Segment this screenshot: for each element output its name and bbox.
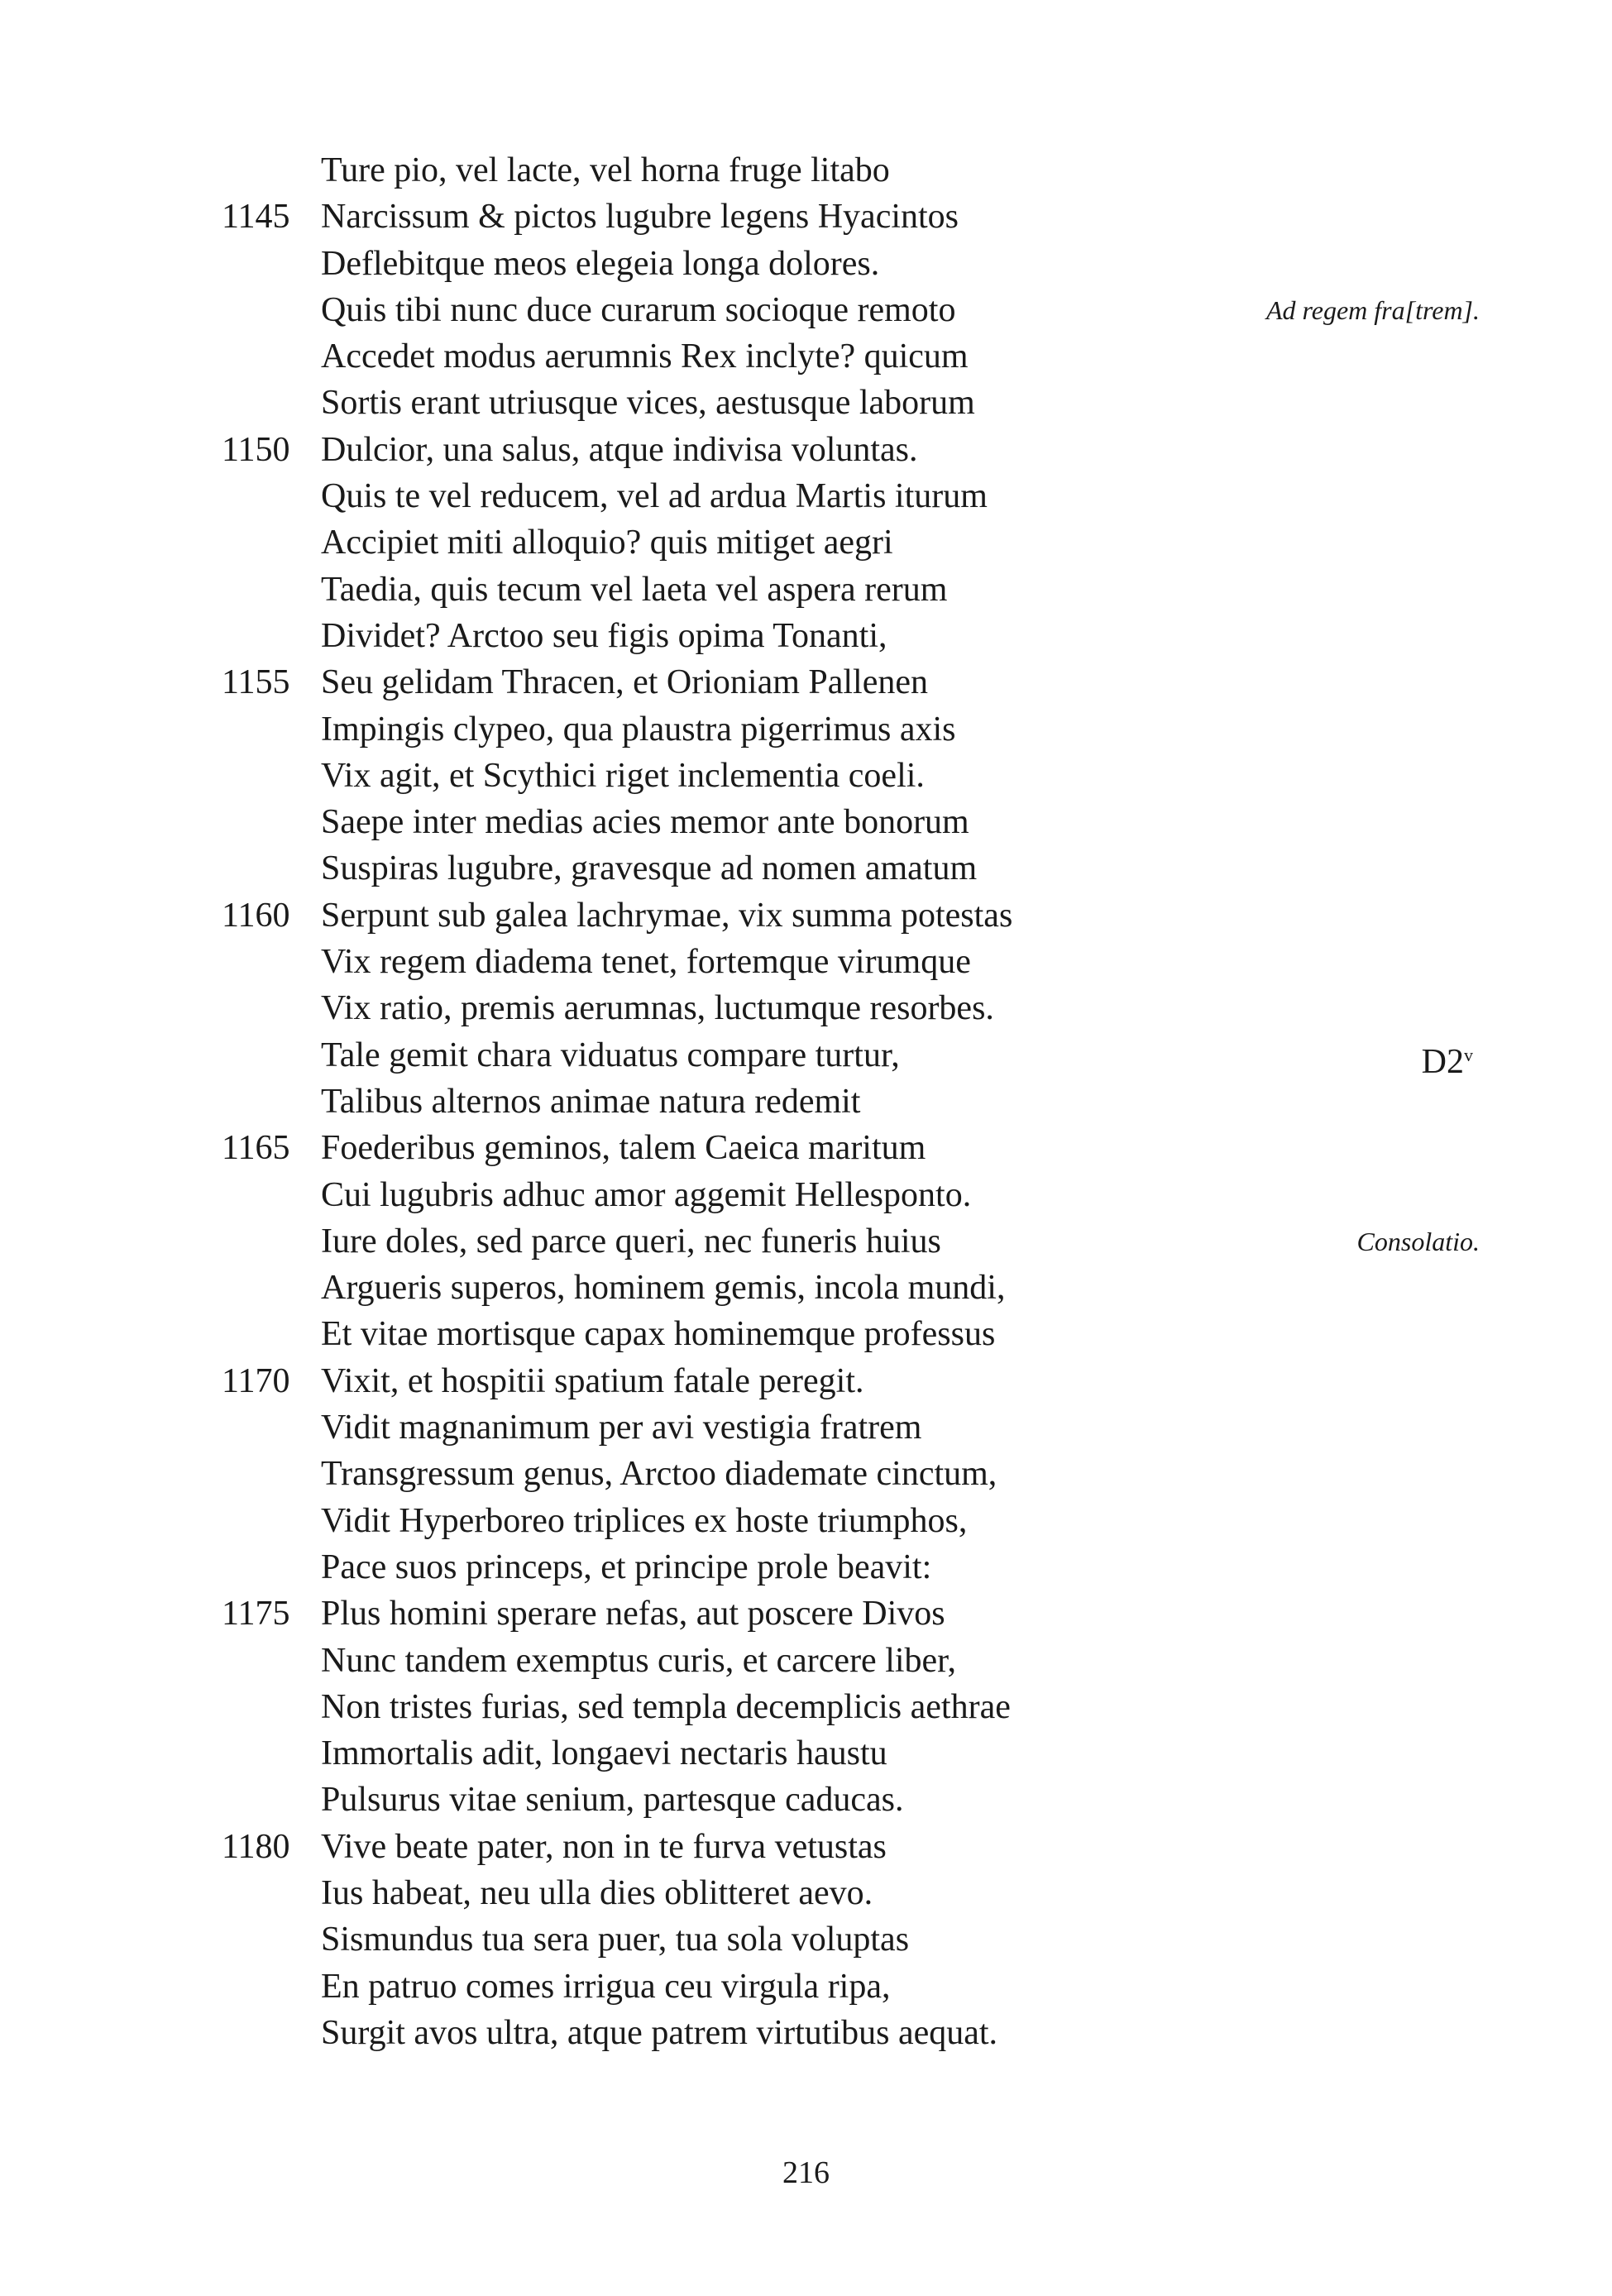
verse-line xyxy=(0,1404,1612,1451)
line-number: 1150 xyxy=(222,430,290,469)
verse-text: Cui lugubris adhuc amor aggemit Hellesponto. xyxy=(321,1175,972,1214)
verse-text: Ius habeat, neu ulla dies oblitteret aevo. xyxy=(321,1873,873,1912)
verse-line xyxy=(0,1777,1612,1823)
verse-text: Vix regem diadema tenet, fortemque virumque xyxy=(321,943,971,982)
verse-text: Suspiras lugubre, gravesque ad nomen amatum xyxy=(321,849,978,888)
signature-mark xyxy=(1422,1032,1473,1085)
verse-line xyxy=(0,1544,1612,1590)
verse-text: Vidit Hyperboreo triplices ex hoste triumphos, xyxy=(321,1501,968,1540)
marginal-note: Consolatio. xyxy=(1356,1226,1480,1256)
line-number: 1165 xyxy=(222,1129,290,1168)
verse-text: Seu gelidam Thracen, et Orioniam Pallenen xyxy=(321,663,928,702)
verse-line xyxy=(0,427,1612,473)
verse-text: Quis tibi nunc duce curarum socioque remoto xyxy=(321,290,956,329)
verse-line xyxy=(0,659,1612,706)
verse-line xyxy=(0,1498,1612,1544)
verse-text: Immortalis adit, longaevi nectaris haustu xyxy=(321,1734,887,1773)
verse-text: Et vitae mortisque capax hominemque professus xyxy=(321,1315,996,1354)
verse-line xyxy=(0,1638,1612,1684)
line-number: 1145 xyxy=(222,198,290,237)
verse-line xyxy=(0,892,1612,939)
verse-text: Taedia, quis tecum vel laeta vel aspera rerum xyxy=(321,570,948,609)
signature-superscript: v xyxy=(1464,1044,1473,1065)
verse-text: Plus homini sperare nefas, aut poscere Divos xyxy=(321,1595,945,1634)
verse-text: Sismundus tua sera puer, tua sola voluptas xyxy=(321,1921,910,1959)
verse-text: Impingis clypeo, qua plaustra pigerrimus axis xyxy=(321,710,956,749)
verse-text: Sortis erant utriusque vices, aestusque laborum xyxy=(321,384,975,423)
verse-text: Vix ratio, premis aerumnas, luctumque resorbes. xyxy=(321,989,994,1028)
verse-text: Ture pio, vel lacte, vel horna fruge litabo xyxy=(321,151,890,189)
verse-line xyxy=(0,380,1612,426)
verse-text: Surgit avos ultra, atque patrem virtutibus aequat. xyxy=(321,2013,998,2052)
verse-line xyxy=(0,706,1612,753)
verse-text: Transgressum genus, Arctoo diademate cinctum, xyxy=(321,1455,997,1494)
line-number: 1170 xyxy=(222,1361,290,1400)
verse-text: Deflebitque meos elegeia longa dolores. xyxy=(321,244,880,283)
verse-text: Pace suos princeps, et principe prole beavit: xyxy=(321,1547,932,1586)
verse-line xyxy=(0,1032,1612,1079)
verse-line xyxy=(0,799,1612,845)
verse-line xyxy=(0,194,1612,240)
verse-text: Serpunt sub galea lachrymae, vix summa potestas xyxy=(321,896,1013,935)
verse-text: Dividet? Arctoo seu figis opima Tonanti, xyxy=(321,616,887,655)
verse-line xyxy=(0,473,1612,519)
verse-text: Vidit magnanimum per avi vestigia fratrem xyxy=(321,1409,922,1447)
verse-text: Saepe inter medias acies memor ante bonorum xyxy=(321,803,969,842)
verse-text: Vix agit, et Scythici riget inclementia coeli. xyxy=(321,756,925,795)
verse-line xyxy=(0,845,1612,892)
verse-line xyxy=(0,1172,1612,1218)
marginal-note: Ad regem fra[trem]. xyxy=(1265,294,1480,325)
verse-line xyxy=(0,1311,1612,1357)
verse-line xyxy=(0,1218,1612,1265)
verse-line xyxy=(0,1590,1612,1637)
verse-text: Iure doles, sed parce queri, nec funeris huius xyxy=(321,1222,941,1260)
verse-line xyxy=(0,1265,1612,1311)
verse-line xyxy=(0,1964,1612,2010)
verse-text: Non tristes furias, sed templa decemplicis aethrae xyxy=(321,1687,1011,1726)
verse-text: Quis te vel reducem, vel ad ardua Martis iturum xyxy=(321,477,988,516)
verse-line xyxy=(0,753,1612,799)
verse-text: Nunc tandem exemptus curis, et carcere liber, xyxy=(321,1641,956,1680)
verse-line xyxy=(0,1125,1612,1171)
page-number: 216 xyxy=(782,2155,830,2190)
verse-line xyxy=(0,333,1612,380)
verse-line xyxy=(0,567,1612,613)
verse-line xyxy=(0,2010,1612,2056)
verse-line xyxy=(0,519,1612,566)
signature-label: D2 xyxy=(1421,1042,1464,1081)
verse-text: Vive beate pater, non in te furva vetustas xyxy=(321,1827,887,1866)
line-number: 1155 xyxy=(222,663,290,702)
verse-line xyxy=(0,1870,1612,1916)
verse-line xyxy=(0,1684,1612,1730)
verse-line xyxy=(0,1824,1612,1870)
verse-line xyxy=(0,939,1612,985)
verse-line xyxy=(0,1079,1612,1125)
verse-text: Pulsurus vitae senium, partesque caducas. xyxy=(321,1781,904,1820)
verse-text: Narcissum & pictos lugubre legens Hyacintos xyxy=(321,198,959,237)
verse-text: Talibus alternos animae natura redemit xyxy=(321,1082,861,1121)
verse-text: Dulcior, una salus, atque indivisa voluntas. xyxy=(321,430,918,469)
verse-text: Accipiet miti alloquio? quis mitiget aegri xyxy=(321,524,893,562)
verse-line xyxy=(0,287,1612,333)
verse-line xyxy=(0,613,1612,659)
verse-text: Tale gemit chara viduatus compare turtur, xyxy=(321,1036,900,1074)
line-number: 1160 xyxy=(222,896,290,935)
verse-text: Vixit, et hospitii spatium fatale peregit. xyxy=(321,1361,864,1400)
verse-line xyxy=(0,1730,1612,1777)
line-number: 1180 xyxy=(222,1827,290,1866)
verse-line xyxy=(0,241,1612,287)
verse-text: Accedet modus aerumnis Rex inclyte? quicum xyxy=(321,337,969,376)
verse-line xyxy=(0,147,1612,194)
verse-block xyxy=(0,147,1612,2056)
verse-line xyxy=(0,1358,1612,1404)
line-number: 1175 xyxy=(222,1595,290,1634)
verse-line xyxy=(0,985,1612,1031)
verse-text: En patruo comes irrigua ceu virgula ripa, xyxy=(321,1967,891,2006)
verse-text: Foederibus geminos, talem Caeica maritum xyxy=(321,1129,926,1168)
verse-text: Argueris superos, hominem gemis, incola mundi, xyxy=(321,1269,1006,1308)
verse-line xyxy=(0,1916,1612,1963)
verse-line xyxy=(0,1451,1612,1497)
